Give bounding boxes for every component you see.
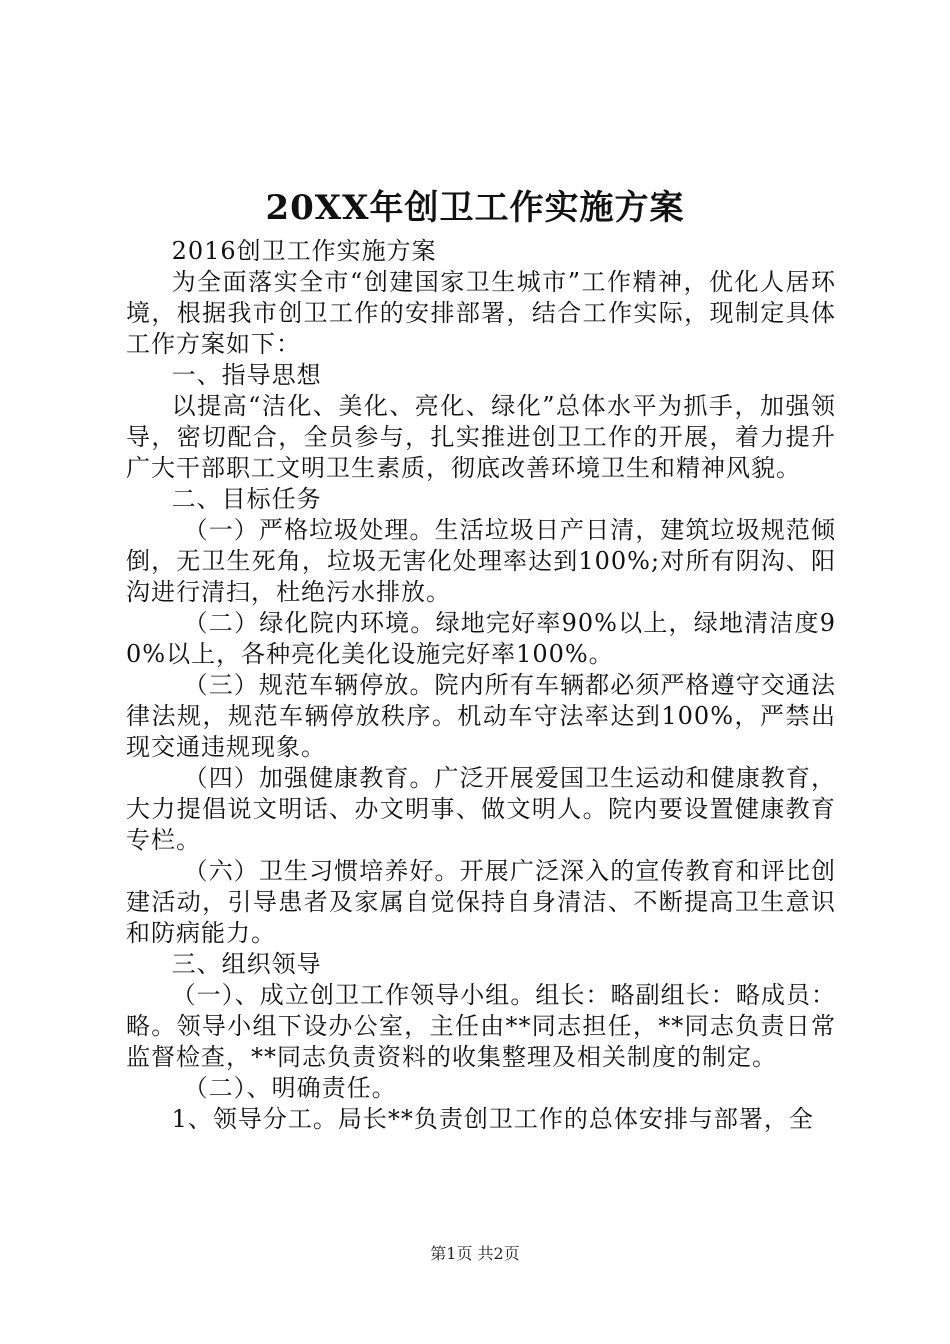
goal-item-2: （二）绿化院内环境。绿地完好率90%以上，绿地清洁度90%以上，各种亮化美化设施完好率100%。 xyxy=(126,609,836,668)
goal-item-3: （三）规范车辆停放。院内所有车辆都必须严格遵守交通法律法规，规范车辆停放秩序。机动车守法率达到100%，严禁出现交通违规现象。 xyxy=(126,671,836,761)
leadership-division-paragraph: 1、领导分工。局长**负责创卫工作的总体安排与部署，全 xyxy=(171,1105,814,1133)
section-heading-goals: 二、目标任务 xyxy=(171,485,322,513)
intro-paragraph: 为全面落实全市“创建国家卫生城市”工作精神，优化人居环境，根据我市创卫工作的安排部署，结合工作实际，现制定具体工作方案如下： xyxy=(126,268,836,358)
goal-item-1: （一）严格垃圾处理。生活垃圾日产日清，建筑垃圾规范倾倒，无卫生死角，垃圾无害化处理率达到100%;对所有阴沟、阳沟进行清扫，杜绝污水排放。 xyxy=(126,516,836,606)
document-body xyxy=(126,236,836,1135)
document-title: 20XX年创卫工作实施方案 xyxy=(265,188,685,228)
organization-item-2: （二）、明确责任。 xyxy=(183,1074,397,1102)
subtitle-paragraph: 2016创卫工作实施方案 xyxy=(171,237,437,265)
organization-item-1: （一）、成立创卫工作领导小组。组长：略副组长：略成员：略。领导小组下设办公室，主任由**同志担任，**同志负责日常监督检查，**同志负责资料的收集整理及相关制度的制定。 xyxy=(126,981,836,1071)
goal-item-6: （六）卫生习惯培养好。开展广泛深入的宣传教育和评比创建活动，引导患者及家属自觉保持自身清洁、不断提高卫生意识和防病能力。 xyxy=(126,857,836,947)
goal-item-4: （四）加强健康教育。广泛开展爱国卫生运动和健康教育，大力提倡说文明话、办文明事、做文明人。院内要设置健康教育专栏。 xyxy=(126,764,836,854)
section-heading-organization: 三、组织领导 xyxy=(171,950,322,978)
guiding-thought-paragraph: 以提高“洁化、美化、亮化、绿化”总体水平为抓手，加强领导，密切配合，全员参与，扎实推进创卫工作的开展，着力提升广大干部职工文明卫生素质，彻底改善环境卫生和精神风貌。 xyxy=(126,392,836,482)
page-footer: 第1页 共2页 xyxy=(430,1244,520,1263)
section-heading-guiding-thought: 一、指导思想 xyxy=(171,361,322,389)
